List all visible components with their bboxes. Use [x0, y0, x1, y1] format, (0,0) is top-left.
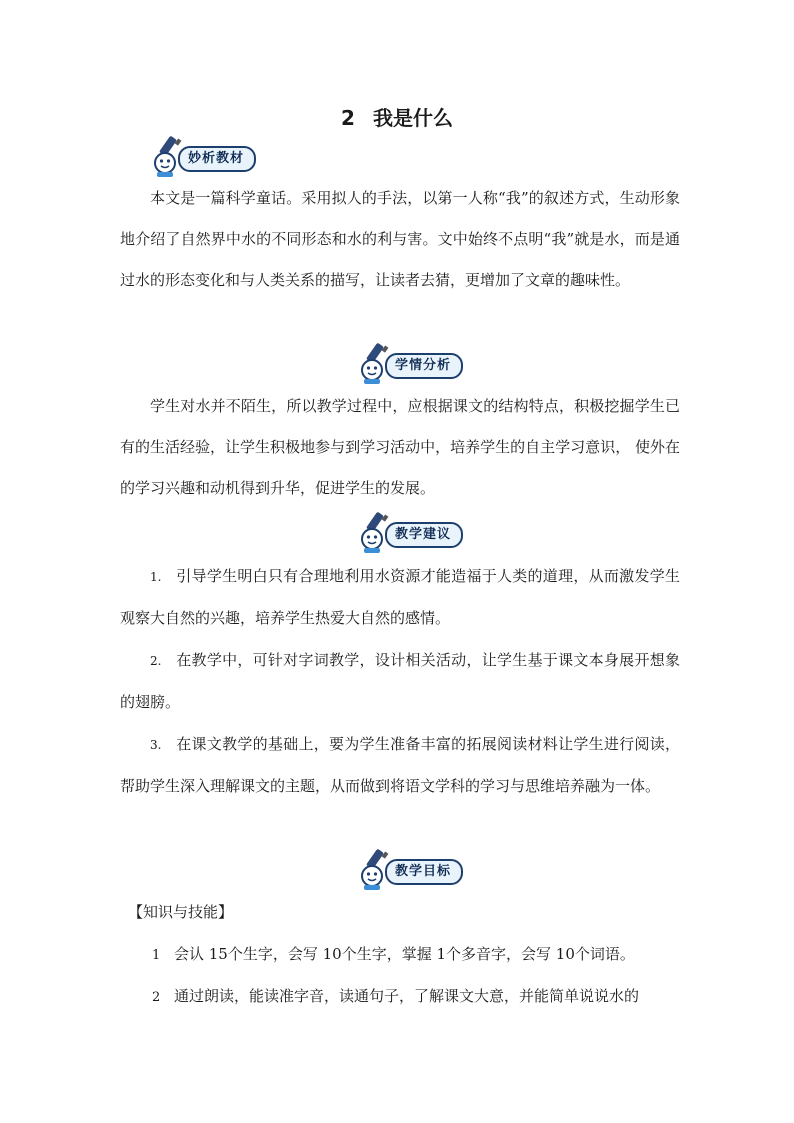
item-text: 会认 15个生字，会写 10个生字，掌握 1个多音字，会写 10个词语。 [174, 945, 635, 963]
lesson-number: 2 [341, 106, 355, 130]
pencil-mascot-icon [357, 341, 391, 385]
pencil-mascot-icon [150, 134, 184, 178]
pencil-mascot-icon [357, 510, 391, 554]
section-body-learner: 学生对水并不陌生，所以教学过程中，应根据课文的结构特点，积极挖掘学生已有的生活经验，让学生积极地参与到学习活动中，培养学生的自主学习意识， 使外在的学习兴趣和动机得到升华，促进学生的发展。 [120, 397, 680, 497]
section-heading: 教学目标 [385, 859, 463, 885]
suggestion-item [120, 724, 680, 807]
item-number: 1 [152, 948, 161, 963]
section-heading: 教学建议 [385, 522, 463, 548]
section-badge-goals [357, 847, 463, 891]
goals-subheading: 【知识与技能】 [128, 903, 234, 921]
suggestion-item [120, 640, 680, 723]
lesson-title [0, 102, 794, 131]
item-text: 引导学生明白只有合理地利用水资源才能造福于人类的道理，从而激发学生观察大自然的兴趣，培养学生热爱大自然的感情。 [120, 567, 680, 627]
section-badge-learner [357, 341, 463, 385]
item-number: 1. [150, 570, 162, 584]
section-badge-analysis [150, 134, 256, 178]
pencil-mascot-icon [357, 847, 391, 891]
lesson-title-text: 我是什么 [372, 106, 453, 130]
section-heading: 妙析教材 [178, 146, 256, 172]
item-text: 在教学中，可针对字词教学，设计相关活动，让学生基于课文本身展开想象的翅膀。 [120, 651, 680, 711]
item-number: 2 [152, 990, 161, 1005]
suggestion-item [120, 556, 680, 639]
goal-item [120, 976, 680, 1018]
section-body-analysis: 本文是一篇科学童话。采用拟人的手法，以第一人称“我”的叙述方式，生动形象地介绍了自然界中水的不同形态和水的利与害。文中始终不点明“我”就是水，而是通过水的形态变化和与人类关系的描写，让读者去猜，更增加了文章的趣味性。 [120, 189, 680, 289]
item-text: 通过朗读，能读准字音，读通句子，了解课文大意，并能简单说说水的 [174, 987, 640, 1005]
item-text: 在课文教学的基础上，要为学生准备丰富的拓展阅读材料让学生进行阅读，帮助学生深入理解课文的主题，从而做到将语文学科的学习与思维培养融为一体。 [120, 735, 680, 795]
item-number: 2. [150, 654, 162, 668]
section-badge-suggestions [357, 510, 463, 554]
goal-item [120, 934, 680, 976]
section-heading: 学情分析 [385, 353, 463, 379]
item-number: 3. [150, 738, 162, 752]
